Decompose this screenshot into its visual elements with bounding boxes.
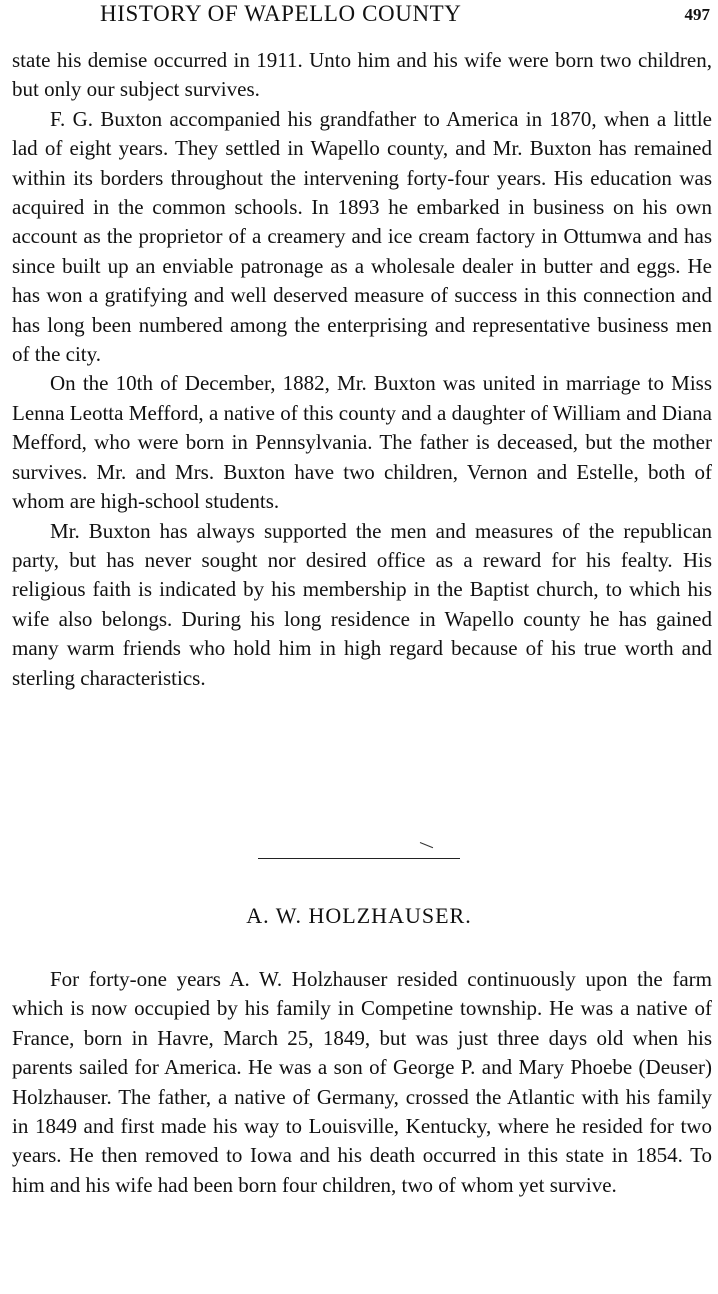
holzhauser-section [12,965,712,1200]
paragraph: For forty-one years A. W. Holzhauser resided continuously upon the farm which is now occupied by his family in Competine township. He was a native of France, born in Havre, March 25, 1849, but was just three days old when his parents sailed for America. He was a son of George P. and Mary Phoebe (Deuser) Holzhauser. The father, a native of Germany, crossed the Atlantic with his family in 1849 and first made his way to Louisville, Kentucky, where he resided for two years. He then removed to Iowa and his death occurred in this state in 1854. To him and his wife had been born four children, two of whom yet survive. [12,967,712,1197]
running-title: HISTORY OF WAPELLO COUNTY [100,1,462,26]
paragraph: state his demise occurred in 1911. Unto him and his wife were born two children, but only our subject survives. [12,48,712,102]
divider-mark [420,842,433,848]
page-number: 497 [684,5,710,24]
section-divider [258,858,460,859]
paragraph: On the 10th of December, 1882, Mr. Buxton was united in marriage to Miss Lenna Leotta Mefford, a native of this county and a daughter of William and Diana Mefford, who were born in Pennsylvania. The father is deceased, but the mother survives. Mr. and Mrs. Buxton have two children, Vernon and Estelle, both of whom are high-school students. [12,371,712,514]
buxton-section [12,46,712,693]
section-heading: A. W. HOLZHAUSER. [246,903,472,928]
paragraph: Mr. Buxton has always supported the men and measures of the republican party, but has never sought nor desired office as a reward for his fealty. His religious faith is indicated by his membership in the Baptist church, to which his wife also belongs. During his long residence in Wapello county he has gained many warm friends who hold him in high regard because of his true worth and sterling characteristics. [12,518,712,690]
running-header [0,0,718,30]
paragraph: F. G. Buxton accompanied his grandfather to America in 1870, when a little lad of eight years. They settled in Wapello county, and Mr. Buxton has remained within its borders throughout the intervening forty-four years. His education was acquired in the common schools. In 1893 he embarked in business on his own account as the proprietor of a creamery and ice cream factory in Ottumwa and has since built up an enviable patronage as a wholesale dealer in butter and eggs. He has won a gratifying and well deserved measure of success in this connection and has long been numbered among the enterprising and representative business men of the city. [12,106,712,367]
